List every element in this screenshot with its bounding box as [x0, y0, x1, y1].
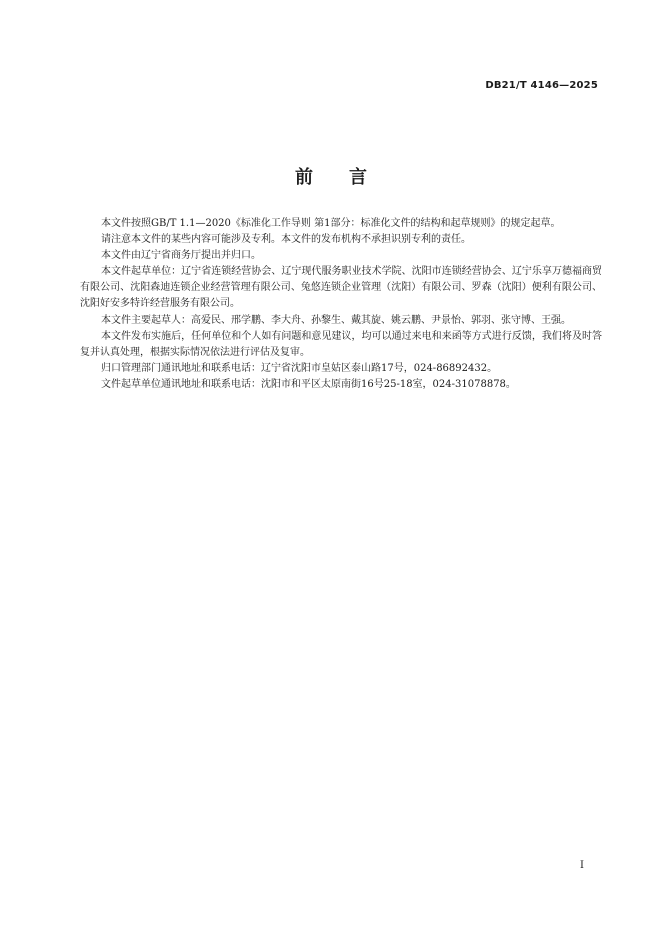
title-char-2: 言: [349, 167, 367, 188]
title-char-1: 前: [295, 167, 313, 188]
paragraph-drafting-rules: 本文件按照GB/T 1.1—2020《标准化工作导则 第1部分：标准化文件的结构和起草规则》的规定起草。: [101, 218, 561, 229]
foreword-body: [80, 216, 602, 393]
paragraph-feedback: 本文件发布实施后，任何单位和个人如有问题和意见建议，均可以通过来电和来函等方式进行反馈，我们将及时答复并认真处理，根据实际情况依法进行评估及复审。: [80, 330, 602, 358]
paragraph-drafter-contact: 文件起草单位通讯地址和联系电话：沈阳市和平区太原南街16号25-18室，024-31078878。: [101, 378, 516, 390]
document-code: DB21/T 4146—2025: [485, 80, 598, 91]
paragraph-proposer: 本文件由辽宁省商务厅提出并归口。: [101, 250, 261, 262]
paragraph-drafting-units: 本文件起草单位：辽宁省连锁经营协会、辽宁现代服务职业技术学院、沈阳市连锁经营协会、辽宁乐享万德福商贸有限公司、沈阳森迪连锁企业经营管理有限公司、兔悠连锁企业管理（沈阳）有限公司、罗森（沈阳）便利有限公司、沈阳好安多特许经营服务有限公司。: [80, 266, 602, 310]
paragraph-authority-contact: 归口管理部门通讯地址和联系电话：辽宁省沈阳市皇姑区泰山路17号，024-86892432。: [101, 362, 498, 374]
paragraph-patent-notice: 请注意本文件的某些内容可能涉及专利。本文件的发布机构不承担识别专利的责任。: [101, 234, 471, 246]
page-number: I: [580, 860, 584, 871]
paragraph-drafters: 本文件主要起草人：高爱民、邢学鹏、李大舟、孙黎生、戴其旋、姚云鹏、尹景怡、郭羽、张守博、王强。: [101, 314, 571, 326]
page-title: [0, 163, 662, 189]
